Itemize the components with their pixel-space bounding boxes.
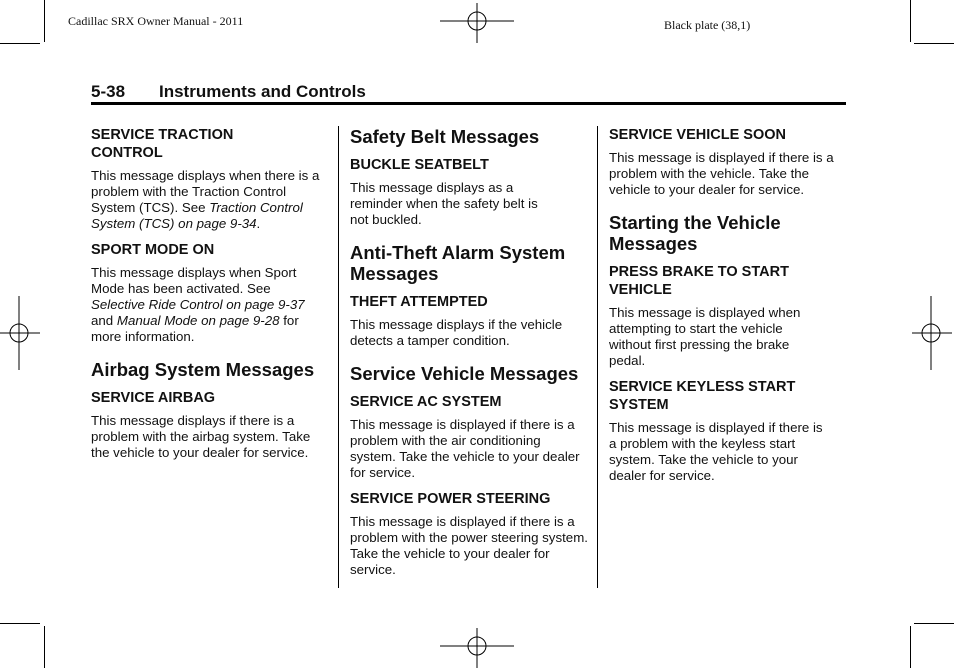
crop-mark [44,0,45,42]
heading-power-steering: SERVICE POWER STEERING [350,491,551,507]
section-anti-theft: Anti-Theft Alarm System Messages [350,242,566,284]
heading-sport-mode: SPORT MODE ON [91,242,215,258]
column-divider [597,126,598,588]
keyless-paragraph: This message is displayed if there is a problem with the keyless start system. Take the vehicle to your dealer for service. [609,420,823,483]
registration-mark-icon [440,3,514,43]
registration-mark-icon [0,296,40,370]
manual-mode-ref-link[interactable]: Manual Mode on page 9‑28 [116,313,280,328]
heading-press-brake: PRESS BRAKE TO START VEHICLE [609,264,789,298]
page-number: 5-38 [91,82,126,101]
section-starting-vehicle: Starting the Vehicle Messages [609,212,781,254]
manual-title: Cadillac SRX Owner Manual - 2011 [68,14,244,28]
section-title: Instruments and Controls [159,82,366,101]
section-service-vehicle: Service Vehicle Messages [350,363,579,384]
traction-ref-link[interactable]: Traction Control System (TCS) on page 9‑34 [91,200,303,231]
crop-mark [910,626,911,668]
heading-buckle-seatbelt: BUCKLE SEATBELT [350,157,489,173]
theft-paragraph: This message displays if the vehicle detects a tamper condition. [350,317,563,348]
crop-mark [44,626,45,668]
brake-paragraph: This message is displayed when attempting to start the vehicle without first pressing the brake pedal. [609,305,801,368]
registration-mark-icon [912,296,952,370]
header-rule [91,102,846,105]
traction-paragraph: This message displays when there is a problem with the Traction Control System (TCS). See Traction Control System (TCS) on page 9‑34. [91,168,320,231]
buckle-paragraph: This message displays as a reminder when the safety belt is not buckled. [350,180,538,227]
column-3 [609,126,849,484]
airbag-paragraph: This message displays if there is a problem with the airbag system. Take the vehicle to your dealer for service. [91,413,311,460]
section-safety-belt: Safety Belt Messages [350,126,540,147]
heading-service-airbag: SERVICE AIRBAG [91,390,216,406]
crop-mark [914,623,954,624]
ac-paragraph: This message is displayed if there is a problem with the air conditioning system. Take the vehicle to your dealer for service. [350,417,580,480]
column-1 [91,126,327,461]
heading-service-traction: SERVICE TRACTION CONTROL [91,127,234,161]
column-2 [350,126,590,578]
crop-mark [914,43,954,44]
crop-mark [910,0,911,42]
plate-label: Black plate (38,1) [664,18,751,32]
steering-paragraph: This message is displayed if there is a problem with the power steering system. Take the vehicle to your dealer for service. [350,514,588,577]
heading-keyless-start: SERVICE KEYLESS START SYSTEM [609,379,796,413]
heading-service-vehicle-soon: SERVICE VEHICLE SOON [609,127,786,143]
sport-paragraph: This message displays when Sport Mode has been activated. See Selective Ride Control on page 9‑37 and Manual Mode on page 9‑28 for more information. [91,265,305,344]
page-header [91,82,846,102]
selective-ride-ref-link[interactable]: Selective Ride Control on page 9‑37 [91,297,305,312]
crop-mark [0,623,40,624]
soon-paragraph: This message is displayed if there is a problem with the vehicle. Take the vehicle to your dealer for service. [609,150,834,197]
registration-mark-icon [440,628,514,668]
crop-mark [0,43,40,44]
section-airbag: Airbag System Messages [91,359,315,380]
column-divider [338,126,339,588]
heading-service-ac: SERVICE AC SYSTEM [350,394,502,410]
heading-theft-attempted: THEFT ATTEMPTED [350,294,488,310]
